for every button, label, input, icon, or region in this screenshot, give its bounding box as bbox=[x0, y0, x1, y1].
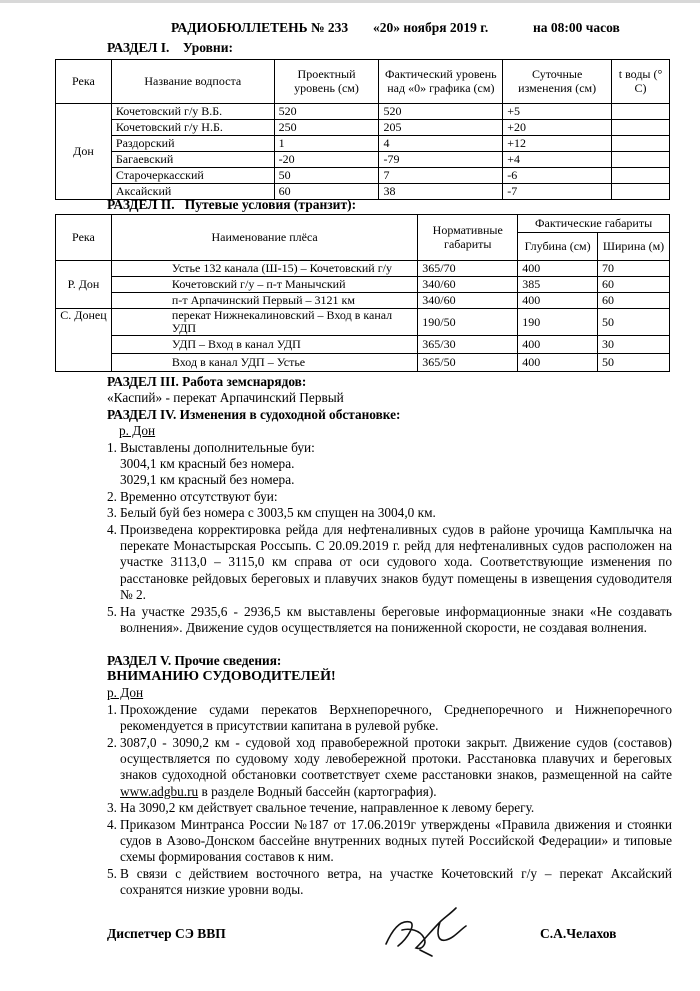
width-cell: 70 bbox=[598, 261, 670, 277]
levels-river-cell: Дон bbox=[56, 104, 112, 200]
item-number: 5. bbox=[107, 603, 117, 619]
list-item bbox=[107, 866, 672, 899]
item-number: 4. bbox=[107, 521, 117, 537]
item-text: На 3090,2 км действует свальное течение, направленное к левому берегу. bbox=[120, 800, 535, 816]
width-cell: 60 bbox=[598, 293, 670, 309]
levels-col-design: Проектный уровень (см) bbox=[274, 60, 379, 104]
actual-cell: 520 bbox=[379, 104, 503, 120]
normative-cell: 365/50 bbox=[418, 354, 518, 372]
section2-heading bbox=[107, 197, 356, 213]
section4-list bbox=[107, 440, 672, 637]
section5-river: р. Дон bbox=[107, 685, 144, 701]
section2-subtitle: Путевые условия (транзит): bbox=[184, 197, 357, 212]
change-cell: +12 bbox=[503, 136, 612, 152]
item-number: 4. bbox=[107, 816, 117, 832]
design-cell: 250 bbox=[274, 120, 379, 136]
dispatcher-title: Диспетчер СЭ ВВП bbox=[107, 926, 226, 941]
temp-cell bbox=[612, 184, 670, 200]
table-row bbox=[56, 168, 670, 184]
route-col-reach: Наименование плёса bbox=[111, 215, 417, 261]
table-row bbox=[56, 152, 670, 168]
actual-cell: 7 bbox=[379, 168, 503, 184]
design-cell: 520 bbox=[274, 104, 379, 120]
list-item bbox=[107, 604, 672, 637]
depth-cell: 400 bbox=[518, 293, 598, 309]
temp-cell bbox=[612, 104, 670, 120]
section5-list bbox=[107, 702, 672, 899]
item-number: 3. bbox=[107, 505, 117, 521]
width-cell: 50 bbox=[598, 354, 670, 372]
item-number: 2. bbox=[107, 488, 117, 504]
depth-cell: 400 bbox=[518, 336, 598, 354]
bulletin-date: «20» ноября 2019 г. bbox=[373, 20, 489, 35]
table-row bbox=[56, 293, 670, 309]
levels-col-river: Река bbox=[56, 60, 112, 104]
scan-edge bbox=[0, 0, 700, 3]
route-col-depth: Глубина (см) bbox=[518, 233, 598, 261]
item-text: в разделе Водный бассейн (картография). bbox=[198, 783, 437, 799]
route-river-cell: Р. Дон bbox=[56, 261, 112, 309]
post-cell: Старочеркасский bbox=[111, 168, 274, 184]
list-item bbox=[107, 522, 672, 604]
depth-cell: 190 bbox=[518, 309, 598, 336]
item-number: 1. bbox=[107, 439, 117, 455]
levels-table bbox=[55, 59, 670, 200]
width-cell: 30 bbox=[598, 336, 670, 354]
section5-attention: ВНИМАНИЮ СУДОВОДИТЕЛЕЙ! bbox=[107, 668, 336, 684]
route-col-river: Река bbox=[56, 215, 112, 261]
website-link[interactable]: www.adgbu.ru bbox=[120, 783, 199, 799]
reach-cell: перекат Нижнекалиновский – Вход в канал УДП bbox=[111, 309, 417, 336]
table-row bbox=[56, 136, 670, 152]
item-number: 1. bbox=[107, 701, 117, 717]
actual-cell: 205 bbox=[379, 120, 503, 136]
item-text: Белый буй без номера с 3003,5 км спущен на 3004,0 км. bbox=[120, 505, 436, 521]
item-text: На участке 2935,6 - 2936,5 км выставлены береговые информационные знаки «Не создавать волнения». Движение судов осуществляется на пониженной скорости, не создавая волнения. bbox=[120, 603, 672, 636]
design-cell: 50 bbox=[274, 168, 379, 184]
levels-header-row bbox=[56, 60, 670, 104]
section5-title: РАЗДЕЛ V. Прочие сведения: bbox=[107, 652, 282, 668]
design-cell: 1 bbox=[274, 136, 379, 152]
section3-text: «Каспий» - перекат Арпачинский Первый bbox=[107, 390, 344, 406]
route-table bbox=[55, 214, 670, 372]
change-cell: +20 bbox=[503, 120, 612, 136]
post-cell: Раздорский bbox=[111, 136, 274, 152]
list-item bbox=[107, 702, 672, 735]
item-text: 3004,1 км красный без номера. bbox=[120, 456, 295, 472]
normative-cell: 365/70 bbox=[418, 261, 518, 277]
list-item bbox=[107, 817, 672, 866]
post-cell: Аксайский bbox=[111, 184, 274, 200]
post-cell: Кочетовский г/у В.Б. bbox=[111, 104, 274, 120]
route-col-width: Ширина (м) bbox=[598, 233, 670, 261]
table-row bbox=[56, 104, 670, 120]
reach-cell: Кочетовский г/у – п-т Манычский bbox=[111, 277, 417, 293]
route-col-actual: Фактические габариты bbox=[518, 215, 670, 233]
table-row bbox=[56, 336, 670, 354]
reach-cell: Устье 132 канала (Ш-15) – Кочетовский г/у bbox=[111, 261, 417, 277]
normative-cell: 340/60 bbox=[418, 277, 518, 293]
levels-col-post: Название водпоста bbox=[111, 60, 274, 104]
section1-title: РАЗДЕЛ I. bbox=[107, 40, 170, 55]
list-item bbox=[107, 489, 672, 505]
item-text: Выставлены дополнительные буи: bbox=[120, 439, 315, 455]
levels-col-temp: t воды (° С) bbox=[612, 60, 670, 104]
actual-cell: 38 bbox=[379, 184, 503, 200]
temp-cell bbox=[612, 168, 670, 184]
levels-col-change: Суточные изменения (см) bbox=[503, 60, 612, 104]
table-row bbox=[56, 309, 670, 336]
actual-cell: -79 bbox=[379, 152, 503, 168]
reach-cell: Вход в канал УДП – Устье bbox=[111, 354, 417, 372]
item-text: Прохождение судами перекатов Верхнепоречного, Среднепоречного и Нижнепоречного рекомендуется в присутствии капитана в рулевой рубке. bbox=[120, 701, 672, 734]
item-text: 3087,0 - 3090,2 км - судовой ход правобережной протоки закрыт. Движение судов (составов) осуществляется по судовому ходу левобережной протоки. Расстановка плавучих и береговых знаков судоходной обстановки соответствует схеме расстановки знаков, размещенной на сайте bbox=[120, 734, 672, 783]
reach-cell: п-т Арпачинский Первый – 3121 км bbox=[111, 293, 417, 309]
temp-cell bbox=[612, 120, 670, 136]
item-text: Приказом Минтранса России №187 от 17.06.2019г утверждены «Правила движения и стоянки судов в Азово-Донском бассейне внутренних водных путей Российской Федерации» и типовые схемы формирования составов к ним. bbox=[120, 816, 672, 865]
normative-cell: 340/60 bbox=[418, 293, 518, 309]
normative-cell: 365/30 bbox=[418, 336, 518, 354]
table-row bbox=[56, 354, 670, 372]
depth-cell: 400 bbox=[518, 354, 598, 372]
design-cell: -20 bbox=[274, 152, 379, 168]
route-river-cell: С. Донец bbox=[56, 309, 112, 372]
item-text: Временно отсутствуют буи: bbox=[120, 488, 278, 504]
reach-cell: УДП – Вход в канал УДП bbox=[111, 336, 417, 354]
levels-col-actual: Фактический уровень над «0» графика (см) bbox=[379, 60, 503, 104]
dispatcher-name: С.А.Челахов bbox=[540, 926, 617, 941]
width-cell: 50 bbox=[598, 309, 670, 336]
item-number: 2. bbox=[107, 734, 117, 750]
section2-title: РАЗДЕЛ II. bbox=[107, 197, 175, 212]
depth-cell: 385 bbox=[518, 277, 598, 293]
item-number: 3. bbox=[107, 800, 117, 816]
table-row bbox=[56, 277, 670, 293]
post-cell: Кочетовский г/у Н.Б. bbox=[111, 120, 274, 136]
list-item bbox=[107, 505, 672, 521]
actual-cell: 4 bbox=[379, 136, 503, 152]
change-cell: +4 bbox=[503, 152, 612, 168]
signature-icon bbox=[380, 900, 480, 960]
width-cell: 60 bbox=[598, 277, 670, 293]
bulletin-time: на 08:00 часов bbox=[533, 20, 620, 35]
change-cell: -6 bbox=[503, 168, 612, 184]
route-header-row-1 bbox=[56, 215, 670, 233]
list-item bbox=[107, 735, 672, 801]
section4-river: р. Дон bbox=[119, 423, 156, 439]
temp-cell bbox=[612, 152, 670, 168]
route-col-normative: Нормативные габариты bbox=[418, 215, 518, 261]
change-cell: +5 bbox=[503, 104, 612, 120]
item-text: Произведена корректировка рейда для нефтеналивных судов в районе урочища Камплычка на перекате Монастырская Россыпь. С 20.09.2019 г. рейд для нефтеналивных судов расположен на участке 3113,0 – 3115,0 км справа от оси судового хода. Соответствующие изменения по расстановке рейдовых береговых и плавучих знаков будут помещены в извещения судоводителя № 2. bbox=[120, 521, 672, 603]
design-cell: 60 bbox=[274, 184, 379, 200]
section1-subtitle: Уровни: bbox=[182, 40, 233, 55]
list-item bbox=[107, 800, 672, 816]
list-item bbox=[107, 440, 672, 456]
section3-title: РАЗДЕЛ III. Работа земснарядов: bbox=[107, 374, 307, 389]
bulletin-body bbox=[107, 374, 672, 899]
temp-cell bbox=[612, 136, 670, 152]
post-cell: Багаевский bbox=[111, 152, 274, 168]
list-item bbox=[107, 456, 672, 472]
list-item bbox=[107, 472, 672, 488]
item-text: В связи с действием восточного ветра, на участке Кочетовский г/у – перекат Аксайский сохранятся низкие уровни воды. bbox=[120, 865, 672, 898]
change-cell: -7 bbox=[503, 184, 612, 200]
item-number: 5. bbox=[107, 865, 117, 881]
normative-cell: 190/50 bbox=[418, 309, 518, 336]
table-row bbox=[56, 261, 670, 277]
section1-heading bbox=[107, 40, 233, 56]
section4-title: РАЗДЕЛ IV. Изменения в судоходной обстановке: bbox=[107, 406, 401, 422]
bulletin-title: РАДИОБЮЛЛЕТЕНЬ № 233 bbox=[171, 20, 349, 35]
item-text: 3029,1 км красный без номера. bbox=[120, 472, 295, 488]
table-row bbox=[56, 120, 670, 136]
depth-cell: 400 bbox=[518, 261, 598, 277]
